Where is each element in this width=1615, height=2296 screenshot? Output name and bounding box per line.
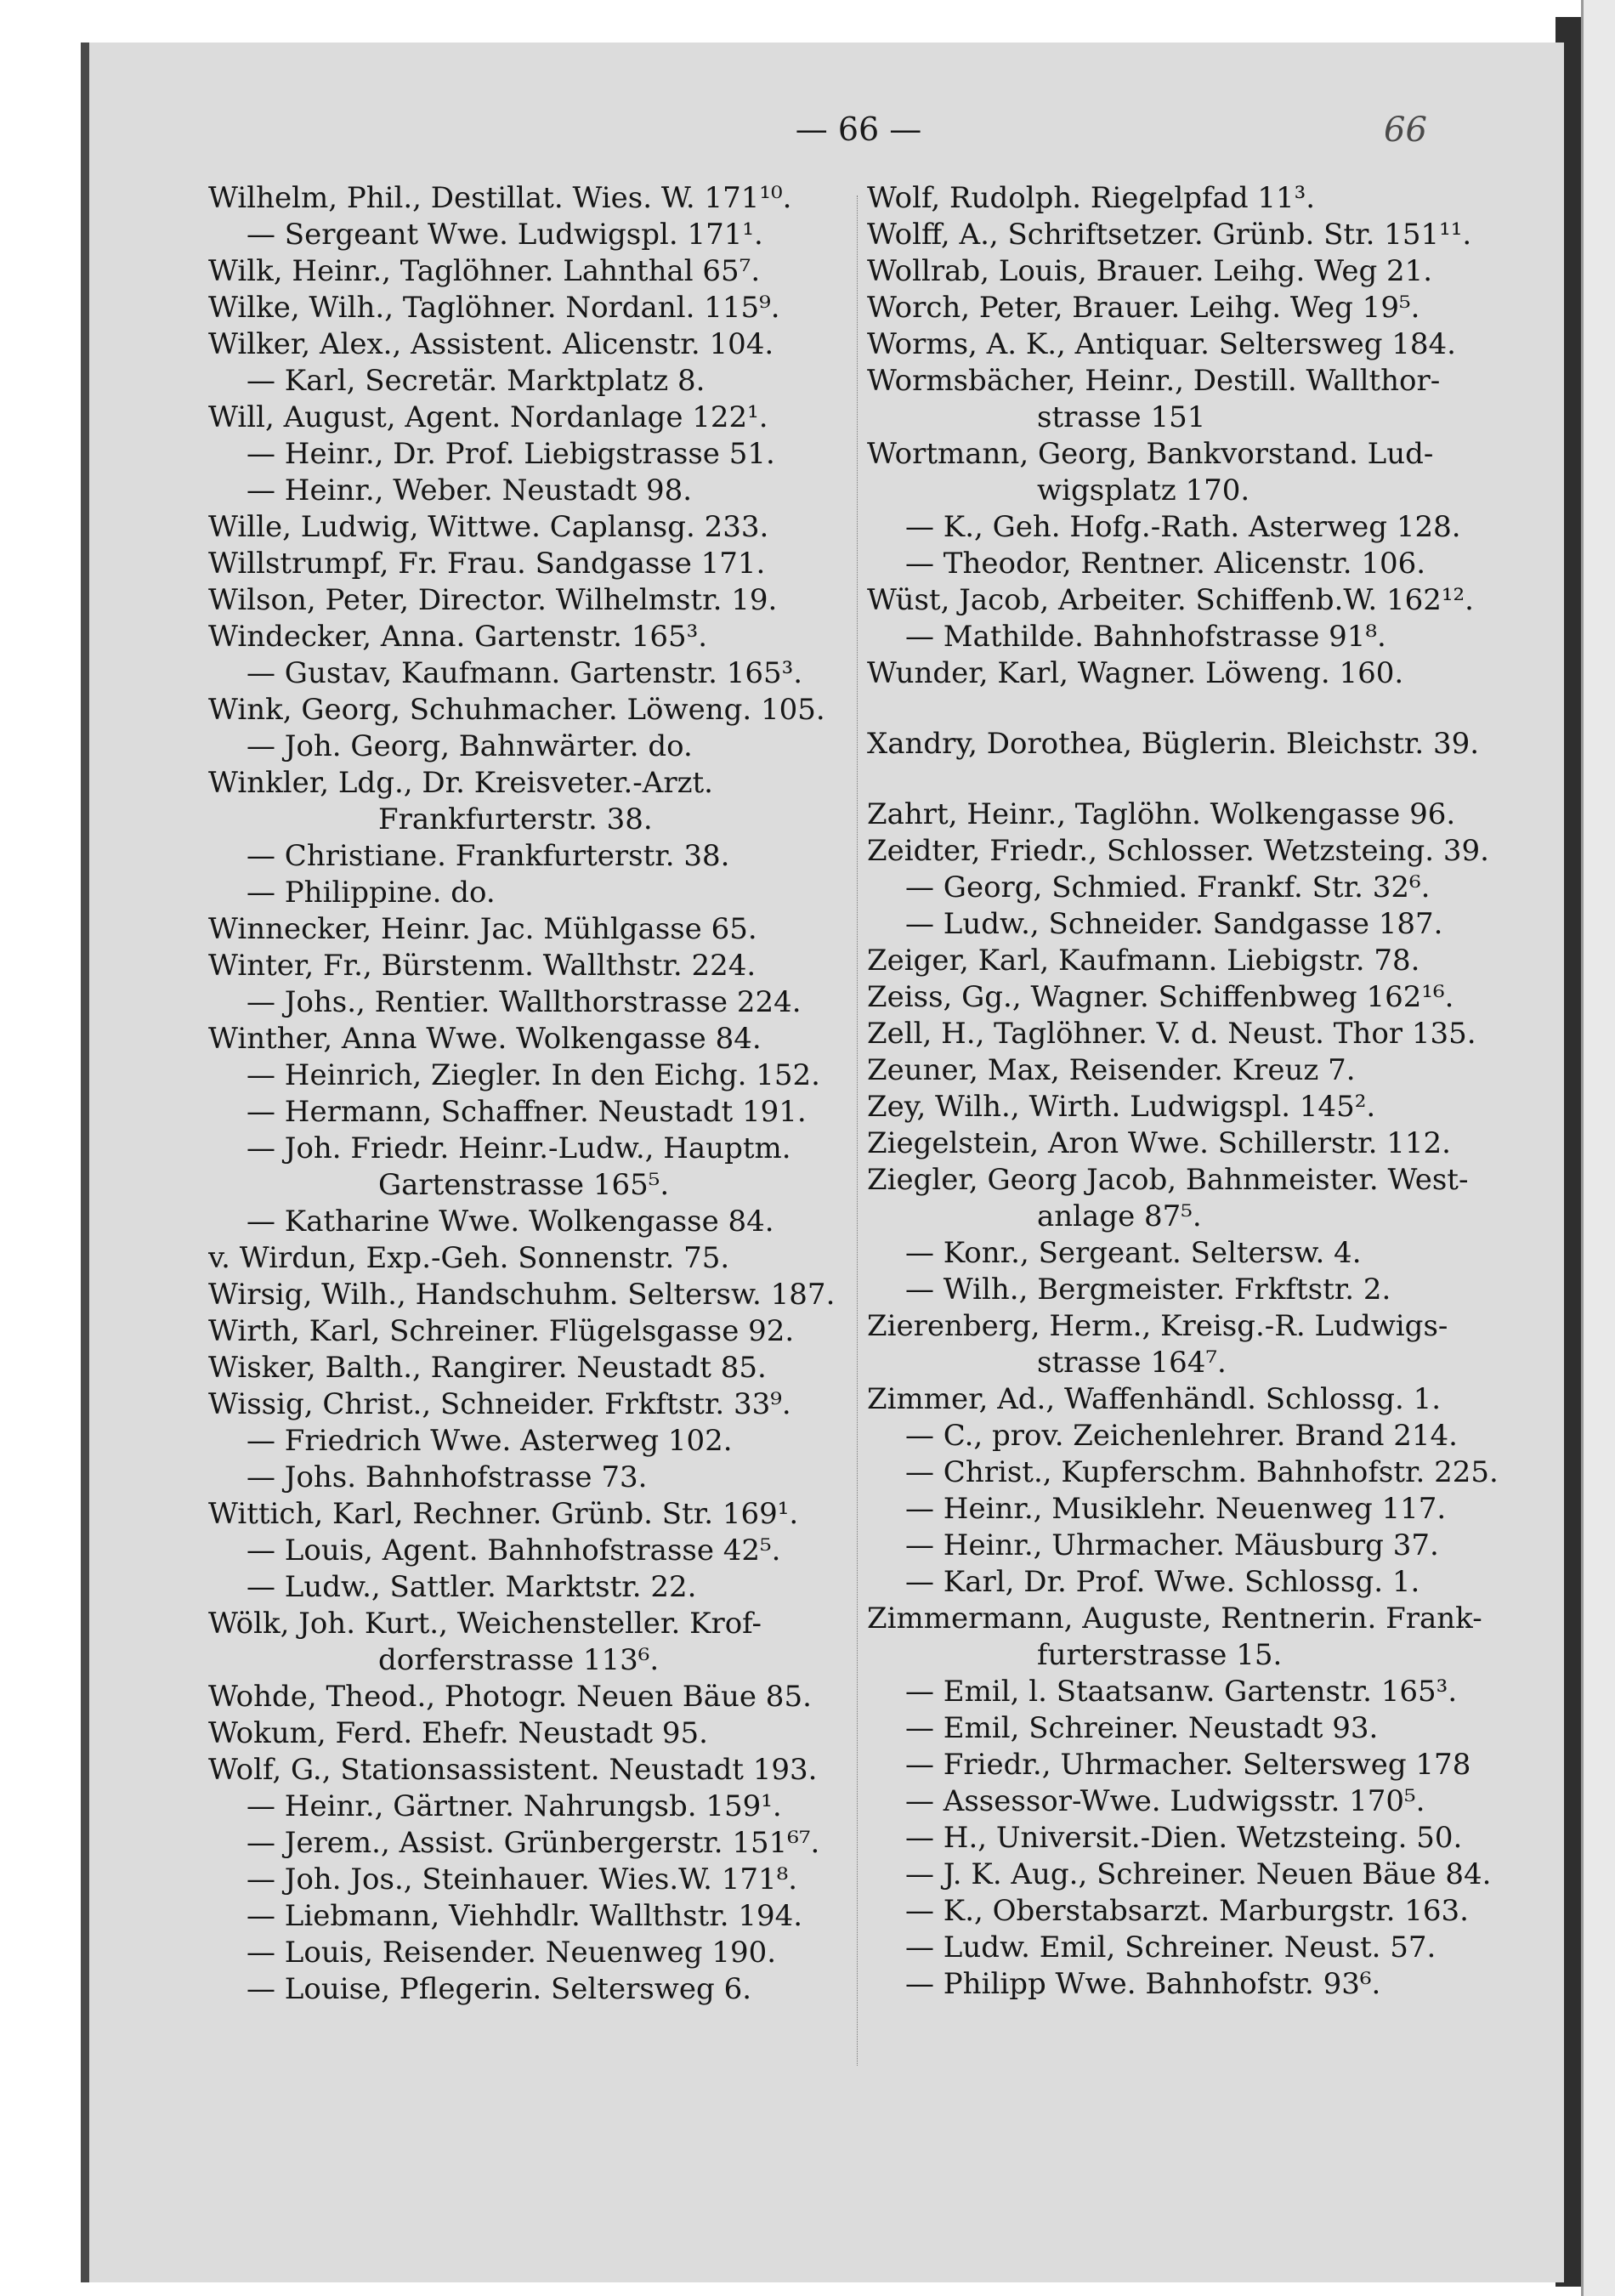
- directory-entry: — Christ., Kupferschm. Bahnhofstr. 225.: [905, 1455, 1499, 1489]
- directory-entry: Wilson, Peter, Director. Wilhelmstr. 19.: [208, 583, 778, 617]
- directory-entry: — J. K. Aug., Schreiner. Neuen Bäue 84.: [905, 1857, 1492, 1891]
- directory-entry: v. Wirdun, Exp.-Geh. Sonnenstr. 75.: [208, 1241, 730, 1275]
- directory-entry: dorferstrasse 113⁶.: [378, 1643, 660, 1677]
- directory-entry: Zeidter, Friedr., Schlosser. Wetzsteing. 39.: [867, 834, 1489, 868]
- directory-entry: — Assessor-Wwe. Ludwigsstr. 170⁵.: [905, 1784, 1425, 1818]
- directory-entry: Winkler, Ldg., Dr. Kreisveter.-Arzt.: [208, 766, 713, 800]
- directory-entry: — Johs. Bahnhofstrasse 73.: [246, 1460, 648, 1494]
- directory-entry: — Johs., Rentier. Wallthorstrasse 224.: [246, 985, 802, 1019]
- directory-entry: — Friedr., Uhrmacher. Seltersweg 178: [905, 1748, 1471, 1782]
- directory-entry: Will, August, Agent. Nordanlage 122¹.: [208, 400, 768, 434]
- directory-entry: — Konr., Sergeant. Seltersw. 4.: [905, 1236, 1362, 1270]
- directory-entry: Wüst, Jacob, Arbeiter. Schiffenb.W. 162¹².: [867, 583, 1474, 617]
- directory-entry: — Wilh., Bergmeister. Frkftstr. 2.: [905, 1273, 1391, 1307]
- directory-entry: — Heinr., Uhrmacher. Mäusburg 37.: [905, 1528, 1439, 1562]
- column-divider: [857, 196, 858, 2066]
- left-column: [208, 180, 854, 2008]
- directory-entry: — K., Oberstabsarzt. Marburgstr. 163.: [905, 1894, 1469, 1928]
- directory-entry: — Jerem., Assist. Grünbergerstr. 151⁶⁷.: [246, 1826, 820, 1860]
- directory-entry: Wilke, Wilh., Taglöhner. Nordanl. 115⁹.: [208, 291, 780, 325]
- directory-entry: Wilker, Alex., Assistent. Alicenstr. 104.: [208, 327, 774, 361]
- handwritten-page-number: 66: [1384, 111, 1427, 150]
- directory-entry: anlage 87⁵.: [1037, 1199, 1202, 1233]
- directory-entry: Wilk, Heinr., Taglöhner. Lahnthal 65⁷.: [208, 254, 761, 288]
- directory-entry: Windecker, Anna. Gartenstr. 165³.: [208, 620, 708, 654]
- directory-entry: — Heinr., Musiklehr. Neuenweg 117.: [905, 1492, 1447, 1526]
- page-number: — 66 —: [795, 111, 922, 148]
- directory-entry: Worms, A. K., Antiquar. Seltersweg 184.: [867, 327, 1456, 361]
- directory-entry: Zimmermann, Auguste, Rentnerin. Frank-: [867, 1602, 1482, 1636]
- directory-entry: — Ludw., Schneider. Sandgasse 187.: [905, 907, 1443, 941]
- directory-entry: — Mathilde. Bahnhofstrasse 91⁸.: [905, 620, 1386, 654]
- directory-entry: — Heinrich, Ziegler. In den Eichg. 152.: [246, 1058, 820, 1092]
- directory-entry: — Friedrich Wwe. Asterweg 102.: [246, 1424, 733, 1458]
- directory-entry: Wunder, Karl, Wagner. Löweng. 160.: [867, 656, 1404, 690]
- directory-entry: — Ludw., Sattler. Marktstr. 22.: [246, 1570, 697, 1604]
- directory-entry: wigsplatz 170.: [1037, 473, 1250, 507]
- directory-entry: — Louis, Reisender. Neuenweg 190.: [246, 1936, 777, 1970]
- right-column: [867, 180, 1504, 2003]
- directory-entry: Zeiger, Karl, Kaufmann. Liebigstr. 78.: [867, 944, 1420, 978]
- directory-entry: — Heinr., Gärtner. Nahrungsb. 159¹.: [246, 1789, 782, 1823]
- directory-entry: — Ludw. Emil, Schreiner. Neust. 57.: [905, 1930, 1436, 1964]
- directory-entry: — Theodor, Rentner. Alicenstr. 106.: [905, 547, 1426, 581]
- directory-entry: strasse 164⁷.: [1037, 1346, 1227, 1380]
- directory-entry: — Joh. Georg, Bahnwärter. do.: [246, 729, 693, 763]
- directory-entry: Wolf, Rudolph. Riegelpfad 11³.: [867, 181, 1316, 215]
- directory-entry: — K., Geh. Hofg.-Rath. Asterweg 128.: [905, 510, 1461, 544]
- directory-entry: — Louise, Pflegerin. Seltersweg 6.: [246, 1972, 752, 2006]
- directory-entry: — Georg, Schmied. Frankf. Str. 32⁶.: [905, 870, 1431, 904]
- directory-entry: — Louis, Agent. Bahnhofstrasse 42⁵.: [246, 1534, 781, 1568]
- directory-entry: — Joh. Jos., Steinhauer. Wies.W. 171⁸.: [246, 1862, 798, 1896]
- directory-entry: — Heinr., Dr. Prof. Liebigstrasse 51.: [246, 437, 775, 471]
- directory-entry: Wilhelm, Phil., Destillat. Wies. W. 171¹⁰.: [208, 181, 792, 215]
- directory-entry: Zeuner, Max, Reisender. Kreuz 7.: [867, 1053, 1356, 1087]
- directory-entry: Zey, Wilh., Wirth. Ludwigspl. 145².: [867, 1090, 1376, 1124]
- directory-entry: — Karl, Dr. Prof. Wwe. Schlossg. 1.: [905, 1565, 1420, 1599]
- directory-entry: — Philipp Wwe. Bahnhofstr. 93⁶.: [905, 1967, 1381, 2001]
- directory-entry: — Emil, Schreiner. Neustadt 93.: [905, 1711, 1379, 1745]
- directory-entry: Winter, Fr., Bürstenm. Wallthstr. 224.: [208, 949, 756, 983]
- directory-entry: Wormsbächer, Heinr., Destill. Wallthor-: [867, 364, 1441, 398]
- directory-entry: — Gustav, Kaufmann. Gartenstr. 165³.: [246, 656, 803, 690]
- directory-entry: Zahrt, Heinr., Taglöhn. Wolkengasse 96.: [867, 797, 1456, 831]
- directory-entry: — Liebmann, Viehhdlr. Wallthstr. 194.: [246, 1899, 803, 1933]
- directory-entry: Ziegler, Georg Jacob, Bahnmeister. West-: [867, 1163, 1469, 1197]
- directory-entry: Zimmer, Ad., Waffenhändl. Schlossg. 1.: [867, 1382, 1442, 1416]
- directory-entry: furterstrasse 15.: [1037, 1638, 1283, 1672]
- directory-entry: Wollrab, Louis, Brauer. Leihg. Weg 21.: [867, 254, 1433, 288]
- directory-entry: Zell, H., Taglöhner. V. d. Neust. Thor 135.: [867, 1017, 1476, 1051]
- directory-entry: Winnecker, Heinr. Jac. Mühlgasse 65.: [208, 912, 757, 946]
- directory-entry: Zeiss, Gg., Wagner. Schiffenbweg 162¹⁶.: [867, 980, 1454, 1014]
- directory-entry: Wokum, Ferd. Ehefr. Neustadt 95.: [208, 1716, 708, 1750]
- directory-entry: Xandry, Dorothea, Büglerin. Bleichstr. 39.: [867, 727, 1480, 761]
- directory-entry: Wille, Ludwig, Wittwe. Caplansg. 233.: [208, 510, 769, 544]
- directory-entry: Wissig, Christ., Schneider. Frkftstr. 33⁹.: [208, 1387, 791, 1421]
- directory-entry: Gartenstrasse 165⁵.: [378, 1168, 670, 1202]
- directory-entry: Wittich, Karl, Rechner. Grünb. Str. 169¹.: [208, 1497, 799, 1531]
- directory-entry: — Philippine. do.: [246, 876, 496, 910]
- book-page-edge: [1581, 0, 1615, 2296]
- directory-entry: Wolf, G., Stationsassistent. Neustadt 193.: [208, 1753, 818, 1787]
- directory-entry: Ziegelstein, Aron Wwe. Schillerstr. 112.: [867, 1126, 1451, 1160]
- directory-entry: — Joh. Friedr. Heinr.-Ludw., Hauptm.: [246, 1131, 791, 1165]
- directory-entry: Wisker, Balth., Rangirer. Neustadt 85.: [208, 1351, 767, 1385]
- directory-entry: — Christiane. Frankfurterstr. 38.: [246, 839, 730, 873]
- directory-entry: Winther, Anna Wwe. Wolkengasse 84.: [208, 1022, 762, 1056]
- directory-entry: — H., Universit.-Dien. Wetzsteing. 50.: [905, 1821, 1463, 1855]
- directory-entry: Wirsig, Wilh., Handschuhm. Seltersw. 187.: [208, 1278, 836, 1312]
- directory-entry: strasse 151: [1037, 400, 1206, 434]
- directory-entry: — Emil, l. Staatsanw. Gartenstr. 165³.: [905, 1675, 1458, 1709]
- directory-entry: Wortmann, Georg, Bankvorstand. Lud-: [867, 437, 1434, 471]
- directory-entry: — Heinr., Weber. Neustadt 98.: [246, 473, 693, 507]
- directory-entry: Wölk, Joh. Kurt., Weichensteller. Krof-: [208, 1607, 762, 1641]
- directory-entry: Wohde, Theod., Photogr. Neuen Bäue 85.: [208, 1680, 812, 1714]
- directory-entry: — C., prov. Zeichenlehrer. Brand 214.: [905, 1419, 1458, 1453]
- directory-entry: Wolff, A., Schriftsetzer. Grünb. Str. 151¹¹.: [867, 218, 1472, 252]
- directory-entry: Zierenberg, Herm., Kreisg.-R. Ludwigs-: [867, 1309, 1448, 1343]
- directory-entry: — Karl, Secretär. Marktplatz 8.: [246, 364, 706, 398]
- directory-entry: Wirth, Karl, Schreiner. Flügelsgasse 92.: [208, 1314, 795, 1348]
- directory-entry: Wink, Georg, Schuhmacher. Löweng. 105.: [208, 693, 825, 727]
- directory-entry: — Katharine Wwe. Wolkengasse 84.: [246, 1205, 774, 1239]
- directory-entry: Willstrumpf, Fr. Frau. Sandgasse 171.: [208, 547, 766, 581]
- directory-entry: — Sergeant Wwe. Ludwigspl. 171¹.: [246, 218, 763, 252]
- directory-entry: Frankfurterstr. 38.: [378, 802, 653, 836]
- directory-entry: Worch, Peter, Brauer. Leihg. Weg 19⁵.: [867, 291, 1420, 325]
- directory-entry: — Hermann, Schaffner. Neustadt 191.: [246, 1095, 807, 1129]
